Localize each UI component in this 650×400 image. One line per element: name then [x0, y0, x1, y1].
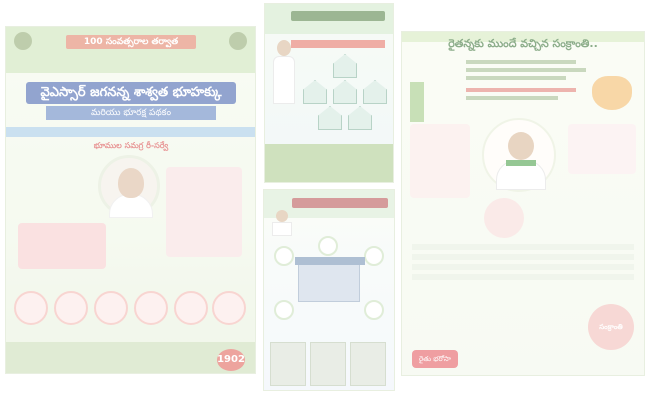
- info-box: [410, 124, 470, 198]
- photo-strip: [270, 342, 388, 386]
- poster-farmers: [402, 32, 644, 375]
- text-line: [466, 96, 558, 100]
- benefit-ring: [14, 291, 48, 325]
- helpline-badge: 1902: [217, 349, 245, 371]
- info-box: [166, 167, 242, 257]
- house-icon: [318, 106, 342, 130]
- photo: [350, 342, 386, 386]
- person-body: [273, 56, 295, 104]
- highlight-circle: [484, 198, 524, 238]
- feature-badge: [274, 246, 294, 266]
- building-roof: [295, 257, 365, 265]
- poster-subtitle: మరియు భూరక్ష పథకం: [46, 106, 216, 120]
- poster-headline: రైతన్నకు ముందే వచ్చిన సంక్రాంతి..: [448, 37, 598, 50]
- sugarcane-icon: [410, 82, 424, 122]
- info-box: [18, 223, 106, 269]
- portrait-circle: [482, 118, 556, 192]
- poster-land-rights: [6, 27, 255, 373]
- house-icons: [303, 54, 387, 130]
- feature-badge: [274, 300, 294, 320]
- poster-red-bar: [291, 40, 385, 48]
- text-line: [466, 88, 576, 92]
- feature-badge: [364, 246, 384, 266]
- poster-title: వైఎస్సార్ జగనన్న శాశ్వత భూహక్కు: [26, 82, 236, 104]
- benefit-rings: [14, 291, 246, 327]
- data-table: [412, 244, 634, 288]
- portrait-face: [508, 132, 534, 160]
- benefit-ring: [94, 291, 128, 325]
- table-row: [412, 274, 634, 280]
- portrait-face: [118, 168, 144, 198]
- ribbon-badge: రైతు భరోసా: [412, 350, 458, 368]
- poster-ribbon: 100 సంవత్సరాల తర్వాత: [66, 35, 196, 49]
- emblem-icon: [229, 32, 247, 50]
- poster-footer: [265, 144, 393, 182]
- person-figure: [272, 210, 292, 234]
- person-head: [276, 210, 288, 222]
- benefit-ring: [54, 291, 88, 325]
- portrait-circle: [98, 155, 160, 217]
- pot-icon: [592, 76, 632, 110]
- portrait-scarf: [506, 160, 536, 166]
- poster-title-bar: [292, 198, 388, 208]
- person-body: [272, 222, 292, 236]
- text-line: [466, 68, 586, 72]
- benefit-ring: [174, 291, 208, 325]
- building-illustration: [298, 264, 360, 302]
- photo: [310, 342, 346, 386]
- text-line: [466, 60, 576, 64]
- house-icon: [363, 80, 387, 104]
- house-icon: [333, 80, 357, 104]
- poster-header: [6, 27, 255, 73]
- benefit-ring: [134, 291, 168, 325]
- person-figure: [273, 40, 295, 104]
- table-row: [412, 244, 634, 250]
- house-icon: [333, 54, 357, 78]
- benefit-ring: [212, 291, 246, 325]
- table-row: [412, 254, 634, 260]
- poster-housing: [265, 4, 393, 182]
- highlight-text: భూముల సమగ్ర రీ-సర్వే: [93, 141, 169, 150]
- feature-badge: [364, 300, 384, 320]
- house-icon: [348, 106, 372, 130]
- feature-badge: [318, 236, 338, 256]
- house-icon: [303, 80, 327, 104]
- poster-schools: [264, 190, 394, 390]
- text-line: [466, 76, 566, 80]
- festival-badge: సంక్రాంతి: [588, 304, 634, 350]
- poster-title-bar: [291, 11, 385, 21]
- info-box: [568, 124, 636, 174]
- person-head: [277, 40, 291, 56]
- decorative-band: [6, 127, 255, 137]
- table-row: [412, 264, 634, 270]
- photo: [270, 342, 306, 386]
- emblem-icon: [14, 32, 32, 50]
